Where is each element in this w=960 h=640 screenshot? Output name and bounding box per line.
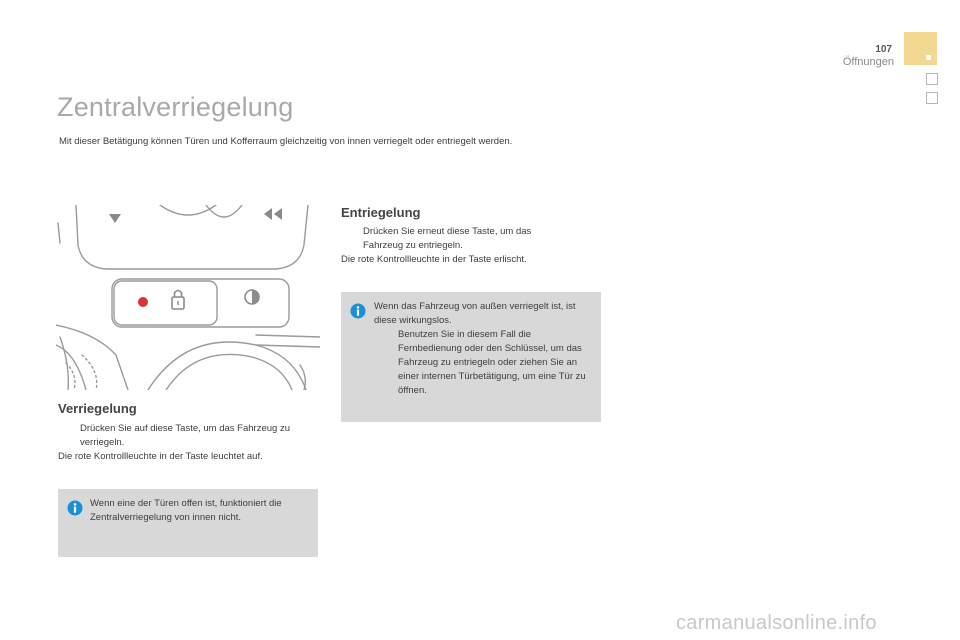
chapter-tab[interactable] <box>926 92 938 104</box>
entriegelung-text: Die rote Kontrollleuchte in der Taste erlischt. <box>341 254 527 265</box>
lock-icon <box>172 291 184 310</box>
chapter-title: Öffnungen <box>842 56 894 68</box>
entriegelung-note-content <box>374 300 592 398</box>
entriegelung-content <box>341 225 571 267</box>
entriegelung-bullet-text: Drücken Sie erneut diese Taste, um das Fahrzeug zu entriegeln. <box>363 226 532 251</box>
verriegelung-bullet-text: Drücken Sie auf diese Taste, um das Fahrzeug zu verriegeln. <box>80 423 290 448</box>
entriegelung-note-bullet-text: Benutzen Sie in diesem Fall die Fernbedienung oder den Schlüssel, um das Fahrzeug zu entriegeln oder ziehen Sie an einer internen Türbetätigung, um eine Tür zu öffnen. <box>398 329 586 396</box>
verriegelung-bullet <box>58 422 324 450</box>
entriegelung-note-bullet <box>374 328 592 398</box>
verriegelung-note-box <box>58 489 318 557</box>
double-arrow-left-icon <box>264 208 282 220</box>
info-icon <box>67 500 83 516</box>
entriegelung-bullet <box>341 225 571 253</box>
verriegelung-text: Die rote Kontrollleuchte in der Taste leuchtet auf. <box>58 451 263 462</box>
chapter-tab[interactable] <box>926 73 938 85</box>
red-led-indicator <box>138 297 148 307</box>
page-number: 107 <box>875 44 892 55</box>
tab-marker <box>926 55 931 60</box>
intro-text: Mit dieser Betätigung können Türen und Kofferraum gleichzeitig von innen verriegelt oder entriegelt werden. <box>59 136 513 147</box>
triangle-down-icon <box>109 214 121 223</box>
watermark: carmanualsonline.info <box>676 612 877 634</box>
entriegelung-heading: Entriegelung <box>341 205 421 220</box>
chapter-tab-active[interactable] <box>904 32 937 65</box>
page-title: Zentralverriegelung <box>57 92 294 122</box>
verriegelung-note-text: Wenn eine der Türen offen ist, funktioniert die Zentralverriegelung von innen nicht. <box>90 498 282 523</box>
verriegelung-heading: Verriegelung <box>58 401 137 416</box>
hazard-half-circle-icon <box>245 290 259 304</box>
entriegelung-note-box <box>341 292 601 422</box>
verriegelung-content <box>58 422 324 464</box>
info-icon <box>350 303 366 319</box>
entriegelung-note-text: Wenn das Fahrzeug von außen verriegelt ist, ist diese wirkungslos. <box>374 301 576 326</box>
central-locking-button-illustration <box>56 205 320 390</box>
